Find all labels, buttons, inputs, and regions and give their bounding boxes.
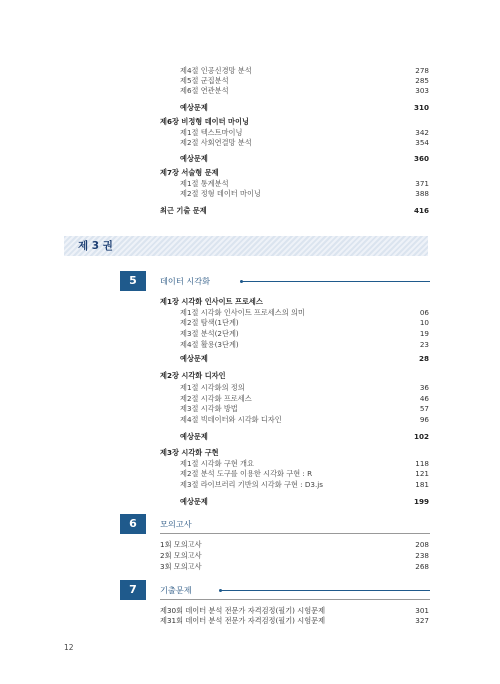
toc-entry <box>0 188 500 199</box>
part-6-badge: 6 <box>120 514 146 534</box>
part-5-badge: 5 <box>120 271 146 291</box>
page-number: 12 <box>64 643 74 652</box>
entry-page: 388 <box>415 189 429 198</box>
entry-title: 예상문제 <box>180 497 208 506</box>
entry-page: 371 <box>415 179 429 188</box>
entry-page: 46 <box>419 394 429 403</box>
part-6-entry <box>0 539 500 550</box>
entry-page: 301 <box>415 606 429 615</box>
entry-title: 제1장 시각화 인사이트 프로세스 <box>160 297 263 306</box>
entry-page: 10 <box>419 318 429 327</box>
entry-title: 제31회 데이터 분석 전문가 자격검정(필기) 시험문제 <box>160 616 326 625</box>
part-7-divider <box>160 599 430 600</box>
part-5-entry <box>0 353 500 364</box>
entry-page: 181 <box>415 480 429 489</box>
entry-page: 19 <box>419 329 429 338</box>
part-5-title: 데이터 시각화 <box>160 276 211 286</box>
entry-page: 28 <box>418 354 429 363</box>
entry-page: 285 <box>415 76 429 85</box>
entry-title: 3회 모의고사 <box>160 562 202 571</box>
part-5-entry <box>0 317 500 328</box>
part-6-rule <box>160 533 430 534</box>
entry-title: 제7장 서술형 문제 <box>160 168 219 177</box>
toc-entry <box>0 167 500 178</box>
entry-page: 342 <box>415 128 429 137</box>
entry-title: 제4절 인공신경망 분석 <box>180 66 252 75</box>
toc-entry <box>0 85 500 96</box>
toc-entry <box>0 153 500 164</box>
entry-title: 제4절 빅데이터와 시각화 디자인 <box>180 415 282 424</box>
part-5-entry <box>0 468 500 479</box>
entry-title: 제2절 시각화 프로세스 <box>180 394 252 403</box>
part-5-rule <box>242 281 430 282</box>
entry-title: 제2절 정형 데이터 마이닝 <box>180 189 261 198</box>
part-7-title: 기출문제 <box>160 585 192 595</box>
entry-page: 354 <box>415 138 429 147</box>
entry-title: 예상문제 <box>180 432 208 441</box>
toc-entry <box>0 205 500 216</box>
part-7-entry <box>0 615 500 626</box>
entry-title: 2회 모의고사 <box>160 551 202 560</box>
entry-page: 96 <box>419 415 429 424</box>
part-7-rule <box>221 590 430 591</box>
entry-title: 제3절 라이브러리 기반의 시각화 구현 : D3.js <box>180 480 323 489</box>
entry-title: 제1절 텍스트마이닝 <box>180 128 243 137</box>
entry-page: 199 <box>413 497 429 506</box>
toc-entry <box>0 137 500 148</box>
entry-title: 제1절 시각화의 정의 <box>180 383 245 392</box>
part-5-entry <box>0 296 500 307</box>
entry-title: 최근 기출 문제 <box>160 206 207 215</box>
part-6-entry <box>0 561 500 572</box>
entry-page: 121 <box>415 469 429 478</box>
entry-title: 제30회 데이터 분석 전문가 자격검정(필기) 시험문제 <box>160 606 326 615</box>
entry-title: 제6절 연관분석 <box>180 86 229 95</box>
volume-banner <box>64 236 428 256</box>
entry-title: 제2절 탐색(1단계) <box>180 318 239 327</box>
part-5-entry <box>0 328 500 339</box>
entry-title: 제3장 시각화 구현 <box>160 448 219 457</box>
part-5-entry <box>0 339 500 350</box>
entry-page: 06 <box>419 308 429 317</box>
entry-page: 327 <box>415 616 429 625</box>
entry-page: 278 <box>415 66 429 75</box>
entry-title: 제1절 통계분석 <box>180 179 229 188</box>
entry-page: 303 <box>415 86 429 95</box>
entry-page: 268 <box>415 562 429 571</box>
part-5-entry <box>0 447 500 458</box>
part-6-entry <box>0 550 500 561</box>
entry-title: 제2절 분석 도구를 이용한 시각화 구현 : R <box>180 469 313 478</box>
entry-title: 예상문제 <box>180 154 208 163</box>
entry-page: 416 <box>413 206 429 215</box>
entry-title: 제3절 시각화 방법 <box>180 404 238 413</box>
part-5-entry <box>0 382 500 393</box>
toc-entry <box>0 102 500 113</box>
part-5-entry <box>0 479 500 490</box>
entry-title: 제1절 시각화 구현 개요 <box>180 459 254 468</box>
entry-title: 제5절 군집분석 <box>180 76 229 85</box>
part-5-entry <box>0 414 500 425</box>
entry-page: 118 <box>415 459 429 468</box>
part-5-entry <box>0 403 500 414</box>
entry-title: 제3절 분석(2단계) <box>180 329 239 338</box>
entry-page: 238 <box>415 551 429 560</box>
part-5-entry <box>0 431 500 442</box>
entry-page: 102 <box>413 432 429 441</box>
entry-page: 23 <box>419 340 429 349</box>
entry-title: 제2절 사회연결망 분석 <box>180 138 252 147</box>
volume-label: 제 3 권 <box>78 240 113 252</box>
part-7-badge: 7 <box>120 580 146 600</box>
entry-page: 360 <box>413 154 429 163</box>
entry-title: 예상문제 <box>180 103 208 112</box>
part-6-title: 모의고사 <box>160 519 192 529</box>
entry-page: 36 <box>419 383 429 392</box>
entry-title: 1회 모의고사 <box>160 540 202 549</box>
entry-title: 제2장 시각화 디자인 <box>160 371 226 380</box>
entry-title: 제4절 활용(3단계) <box>180 340 239 349</box>
entry-page: 208 <box>415 540 429 549</box>
entry-title: 제1절 시각화 인사이트 프로세스의 의미 <box>180 308 305 317</box>
entry-page: 310 <box>413 103 429 112</box>
entry-page: 57 <box>419 404 429 413</box>
part-5-entry <box>0 370 500 381</box>
entry-title: 예상문제 <box>180 354 208 363</box>
part-5-entry <box>0 496 500 507</box>
toc-entry <box>0 116 500 127</box>
entry-title: 제6장 비정형 데이터 마이닝 <box>160 117 249 126</box>
